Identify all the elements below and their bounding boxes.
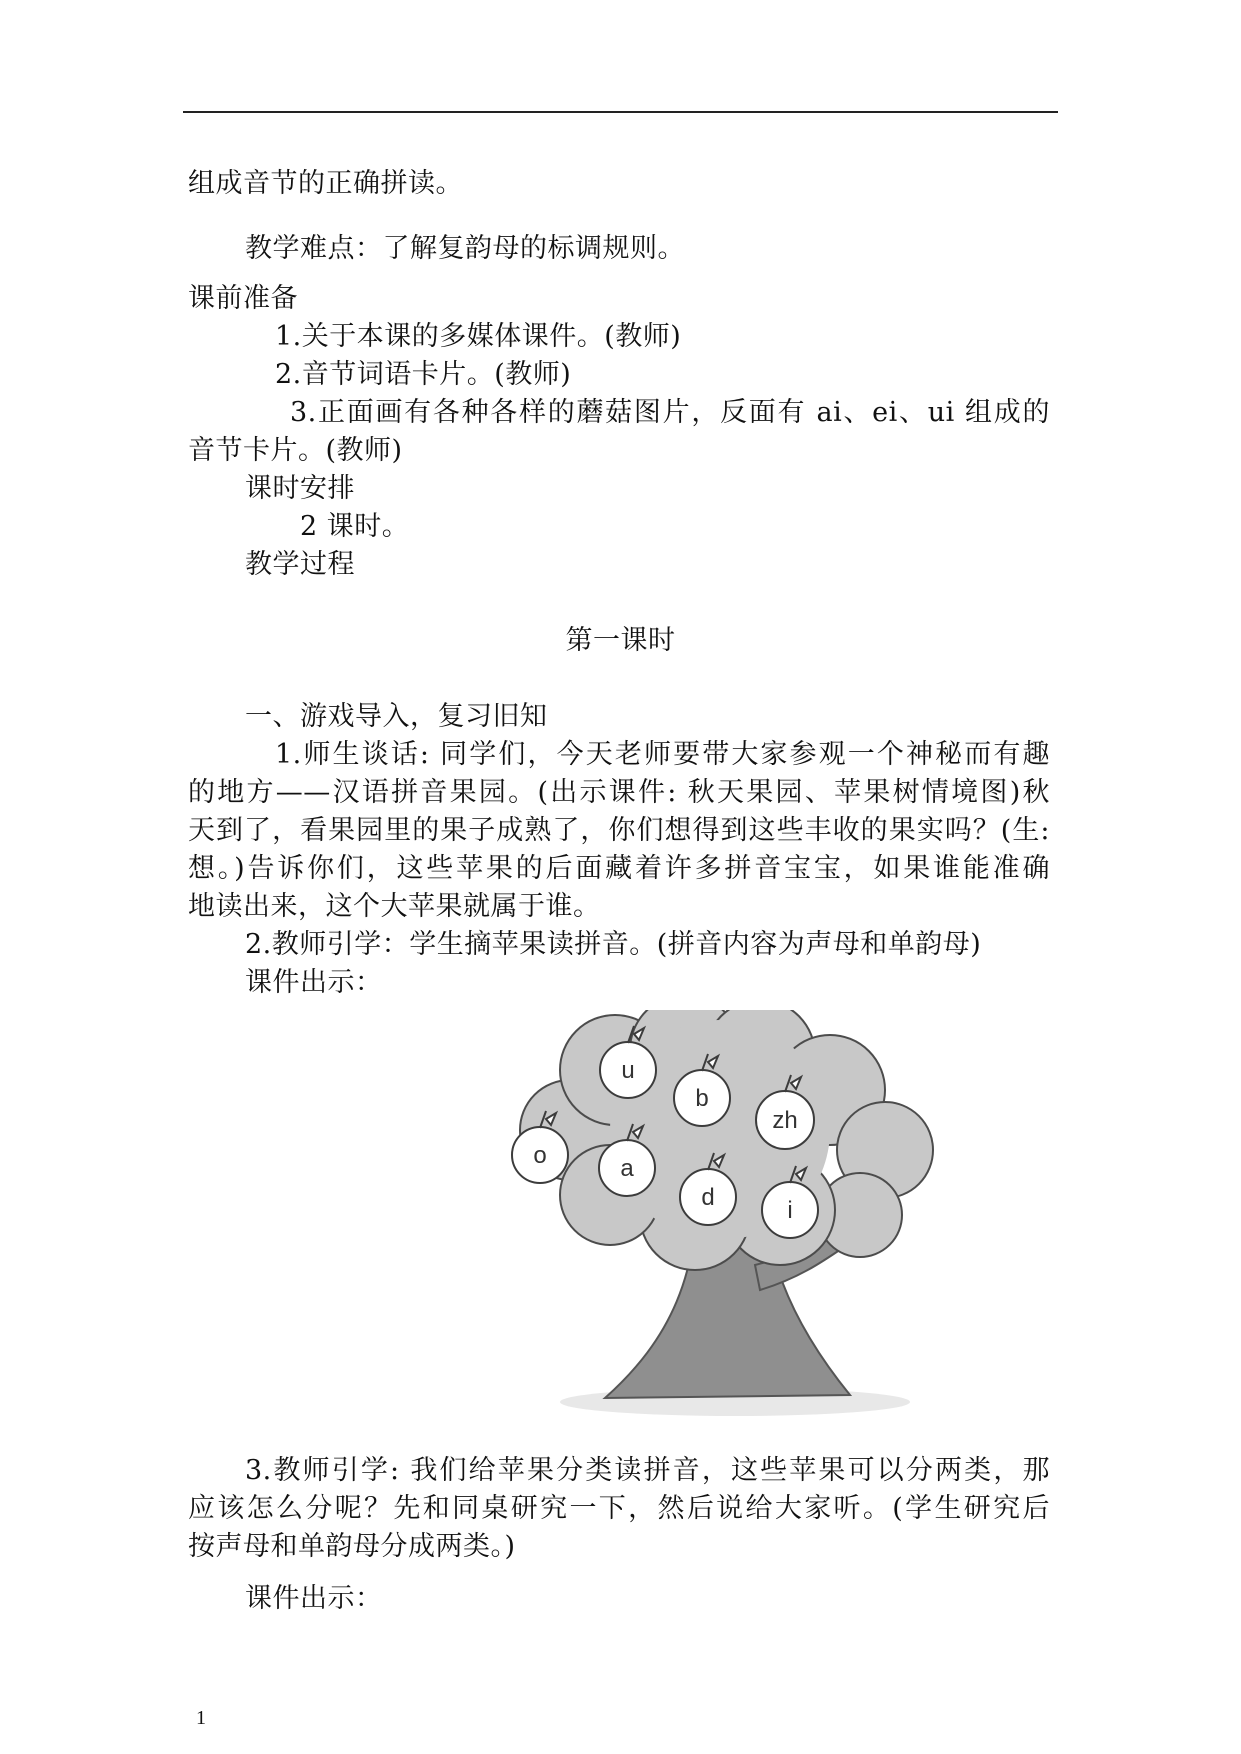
text-line: 的地方——汉语拼音果园。(出示课件: 秋天果园、苹果树情境图)秋: [188, 777, 1050, 808]
apple-label: zh: [772, 1107, 798, 1134]
apple-tree-figure: [510, 1010, 950, 1425]
text-line: 课前准备: [188, 283, 298, 314]
text-line: 地读出来，这个大苹果就属于谁。: [188, 891, 601, 922]
text-line: 应该怎么分呢？先和同桌研究一下，然后说给大家听。(学生研究后: [188, 1493, 1050, 1524]
text-line: 1.师生谈话: 同学们，今天老师要带大家参观一个神秘而有趣: [275, 739, 1050, 770]
tree-canopy: [520, 1010, 933, 1270]
text-line: 3.教师引学: 我们给苹果分类读拼音，这些苹果可以分两类，那: [245, 1455, 1050, 1486]
text-line: 课件出示：: [245, 1583, 383, 1614]
page-number: 1: [196, 1707, 206, 1729]
text-line: 教学过程: [245, 549, 355, 580]
text-line: 音节卡片。(教师): [188, 435, 403, 466]
text-line: 课时安排: [245, 473, 355, 504]
apple-label: o: [533, 1142, 547, 1169]
text-line: 组成音节的正确拼读。: [188, 168, 463, 199]
text-line: 2 课时。: [300, 511, 410, 542]
section-heading: 一、游戏导入，复习旧知: [245, 701, 548, 732]
text-line: 2.教师引学：学生摘苹果读拼音。(拼音内容为声母和单韵母): [245, 929, 982, 960]
apple-tree-illustration: [510, 1010, 950, 1425]
text-line: 1.关于本课的多媒体课件。(教师): [275, 321, 682, 352]
apple-label: a: [620, 1155, 634, 1182]
apple-label: b: [695, 1085, 709, 1112]
apple-label: i: [787, 1197, 793, 1224]
text-line: 按声母和单韵母分成两类。): [188, 1531, 516, 1562]
apple-label: d: [701, 1184, 715, 1211]
apple-label: u: [621, 1057, 635, 1084]
text-line: 3.正面画有各种各样的蘑菇图片，反面有 ai、ei、ui 组成的: [290, 397, 1050, 428]
text-line: 课件出示：: [245, 967, 383, 998]
text-line: 教学难点：了解复韵母的标调规则。: [245, 233, 685, 264]
text-line: 2.音节词语卡片。(教师): [275, 359, 572, 390]
text-line: 天到了，看果园里的果子成熟了，你们想得到这些丰收的果实吗？(生:: [188, 815, 1050, 846]
header-rule: [183, 111, 1058, 113]
lesson-heading: 第一课时: [565, 625, 676, 656]
text-line: 想。)告诉你们，这些苹果的后面藏着许多拼音宝宝，如果谁能准确: [188, 853, 1050, 884]
